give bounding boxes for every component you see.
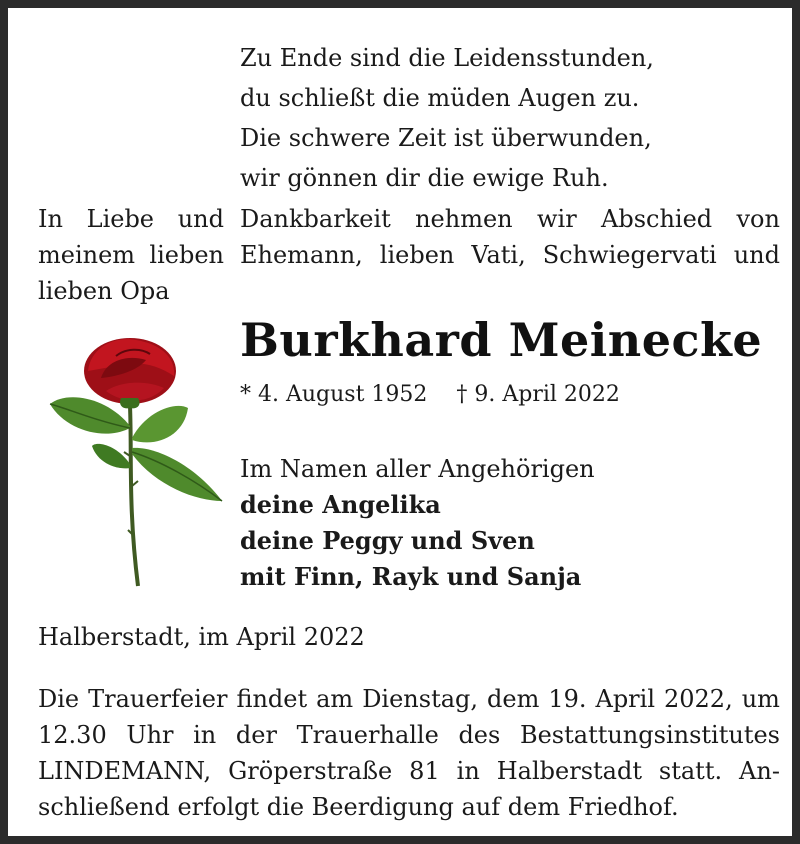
poem-line: wir gönnen dir die ewige Ruh. [240, 164, 609, 192]
intro-word: lieben [379, 241, 455, 269]
poem [240, 38, 654, 198]
intro-word: nehmen [415, 205, 513, 233]
service-word: April [595, 685, 656, 713]
intro-word: Liebe [86, 205, 155, 233]
service-word: des [458, 721, 501, 749]
intro-word: meinem [38, 241, 136, 269]
service-line [38, 681, 780, 717]
poem-line: Die schwere Zeit ist überwunden, [240, 124, 652, 152]
poem-line: du schließt die müden Augen zu. [240, 84, 640, 112]
intro-text [38, 201, 780, 309]
service-word: Bestattungsinstitutes [519, 721, 780, 749]
intro-word: und [177, 205, 224, 233]
birth-date: * 4. August 1952 [240, 382, 428, 407]
intro-word: In [38, 205, 63, 233]
intro-word: Dankbarkeit [240, 205, 391, 233]
service-word: 81 [409, 757, 440, 785]
intro-word: von [736, 205, 780, 233]
funeral-service-info [38, 681, 780, 825]
service-word: in [193, 721, 217, 749]
service-word: am [316, 685, 354, 713]
red-rose-icon [46, 336, 226, 591]
service-line: schließend erfolgt die Beerdigung auf dem Friedhof. [38, 793, 679, 821]
service-word: dem [487, 685, 540, 713]
intro-word: und [733, 241, 780, 269]
mourner-line: mit Finn, Rayk und Sanja [240, 562, 582, 591]
intro-word: Vati, [471, 241, 526, 269]
intro-word: Schwiegervati [542, 241, 717, 269]
deceased-name: Burkhard Meinecke [240, 313, 763, 367]
service-word: Uhr [126, 721, 174, 749]
intro-line [38, 201, 780, 237]
service-word: Trauerhalle [296, 721, 439, 749]
service-line [38, 753, 780, 789]
intro-word: lieben [149, 241, 224, 269]
intro-word: wir [536, 205, 577, 233]
service-word: 2022, [664, 685, 733, 713]
service-word: Die [38, 685, 80, 713]
intro-line: lieben Opa [38, 277, 170, 305]
service-word: in [456, 757, 480, 785]
place-date: Halberstadt, im April 2022 [38, 623, 365, 651]
service-line [38, 717, 780, 753]
service-word: 19. [548, 685, 587, 713]
service-word: statt. [658, 757, 723, 785]
mourner-line: deine Peggy und Sven [240, 526, 535, 555]
service-word: um [741, 685, 780, 713]
mourners-intro: Im Namen aller Angehörigen [240, 455, 595, 483]
death-date: † 9. April 2022 [456, 382, 620, 407]
life-dates [240, 382, 642, 407]
service-word: An- [739, 757, 780, 785]
intro-line [38, 237, 780, 273]
service-word: findet [236, 685, 308, 713]
poem-line: Zu Ende sind die Leidensstunden, [240, 44, 654, 72]
service-word: 12.30 [38, 721, 107, 749]
intro-word: Abschied [601, 205, 713, 233]
intro-word: Ehemann, [240, 241, 363, 269]
service-word: Halberstadt [496, 757, 642, 785]
service-word: Gröperstraße [228, 757, 393, 785]
service-word: der [235, 721, 277, 749]
service-word: Trauerfeier [88, 685, 228, 713]
mourners [240, 451, 595, 595]
mourner-line: deine Angelika [240, 490, 441, 519]
service-word: Dienstag, [362, 685, 479, 713]
service-word: LINDEMANN, [38, 757, 212, 785]
